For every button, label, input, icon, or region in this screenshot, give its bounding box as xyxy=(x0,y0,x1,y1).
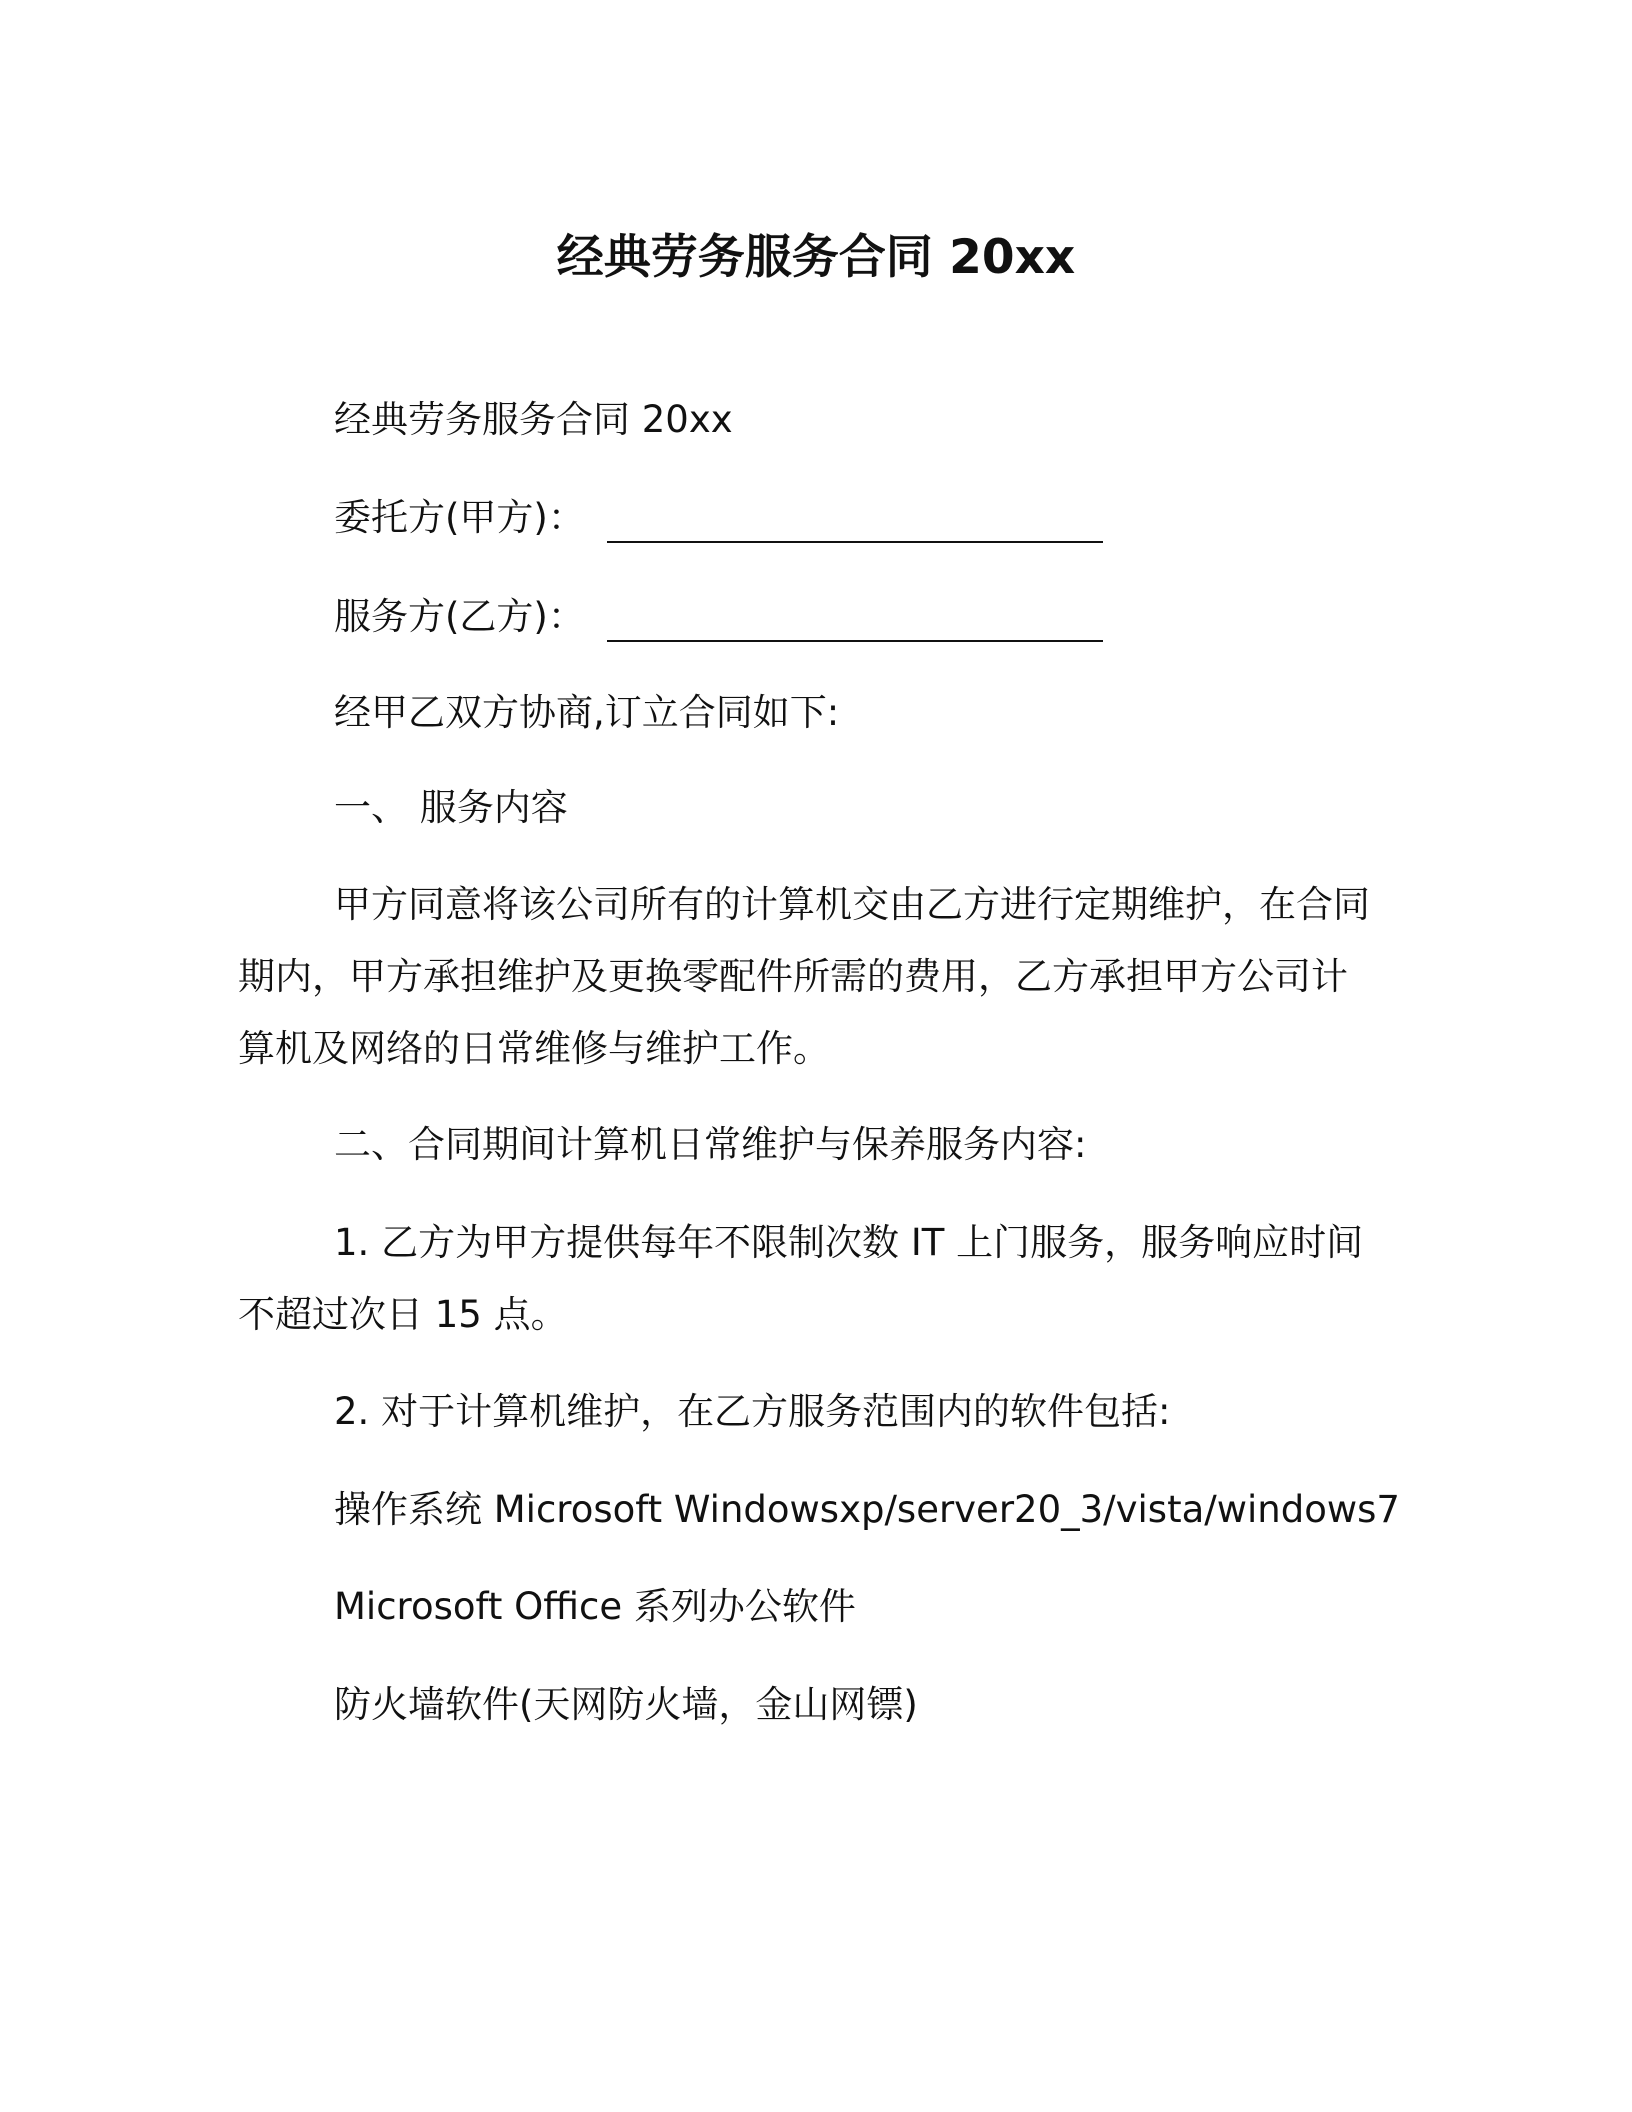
section1-heading: 一、 服务内容 xyxy=(334,786,568,829)
document-title: 经典劳务服务合同 20xx xyxy=(556,230,1076,285)
software-line: Microsoft Office 系列办公软件 xyxy=(334,1585,856,1628)
section1-para-line: 算机及网络的日常维修与维护工作。 xyxy=(238,1027,830,1070)
section1-para-line: 甲方同意将该公司所有的计算机交由乙方进行定期维护，在合同 xyxy=(334,883,1370,926)
party-b-label: 服务方(乙方)： xyxy=(334,595,585,638)
item2-text: 2. 对于计算机维护，在乙方服务范围内的软件包括: xyxy=(334,1390,1171,1433)
party-b-blank xyxy=(607,604,1103,642)
party-a-label: 委托方(甲方)： xyxy=(334,496,585,539)
item1-line: 不超过次日 15 点。 xyxy=(238,1293,568,1336)
software-line: 操作系统 Microsoft Windowsxp/server20_3/vista/windows7 xyxy=(334,1488,1400,1531)
item1-line: 1. 乙方为甲方提供每年不限制次数 IT 上门服务，服务响应时间 xyxy=(334,1221,1364,1264)
party-a-blank xyxy=(607,505,1103,543)
section2-heading: 二、合同期间计算机日常维护与保养服务内容: xyxy=(334,1123,1087,1166)
software-line: 防火墙软件(天网防火墙，金山网镖) xyxy=(334,1683,918,1726)
intro-text: 经甲乙双方协商,订立合同如下: xyxy=(334,691,840,734)
document-subtitle: 经典劳务服务合同 20xx xyxy=(334,398,733,441)
party-a-line xyxy=(334,493,1103,543)
section1-para-line: 期内，甲方承担维护及更换零配件所需的费用，乙方承担甲方公司计 xyxy=(238,955,1348,998)
party-b-line xyxy=(334,592,1103,642)
